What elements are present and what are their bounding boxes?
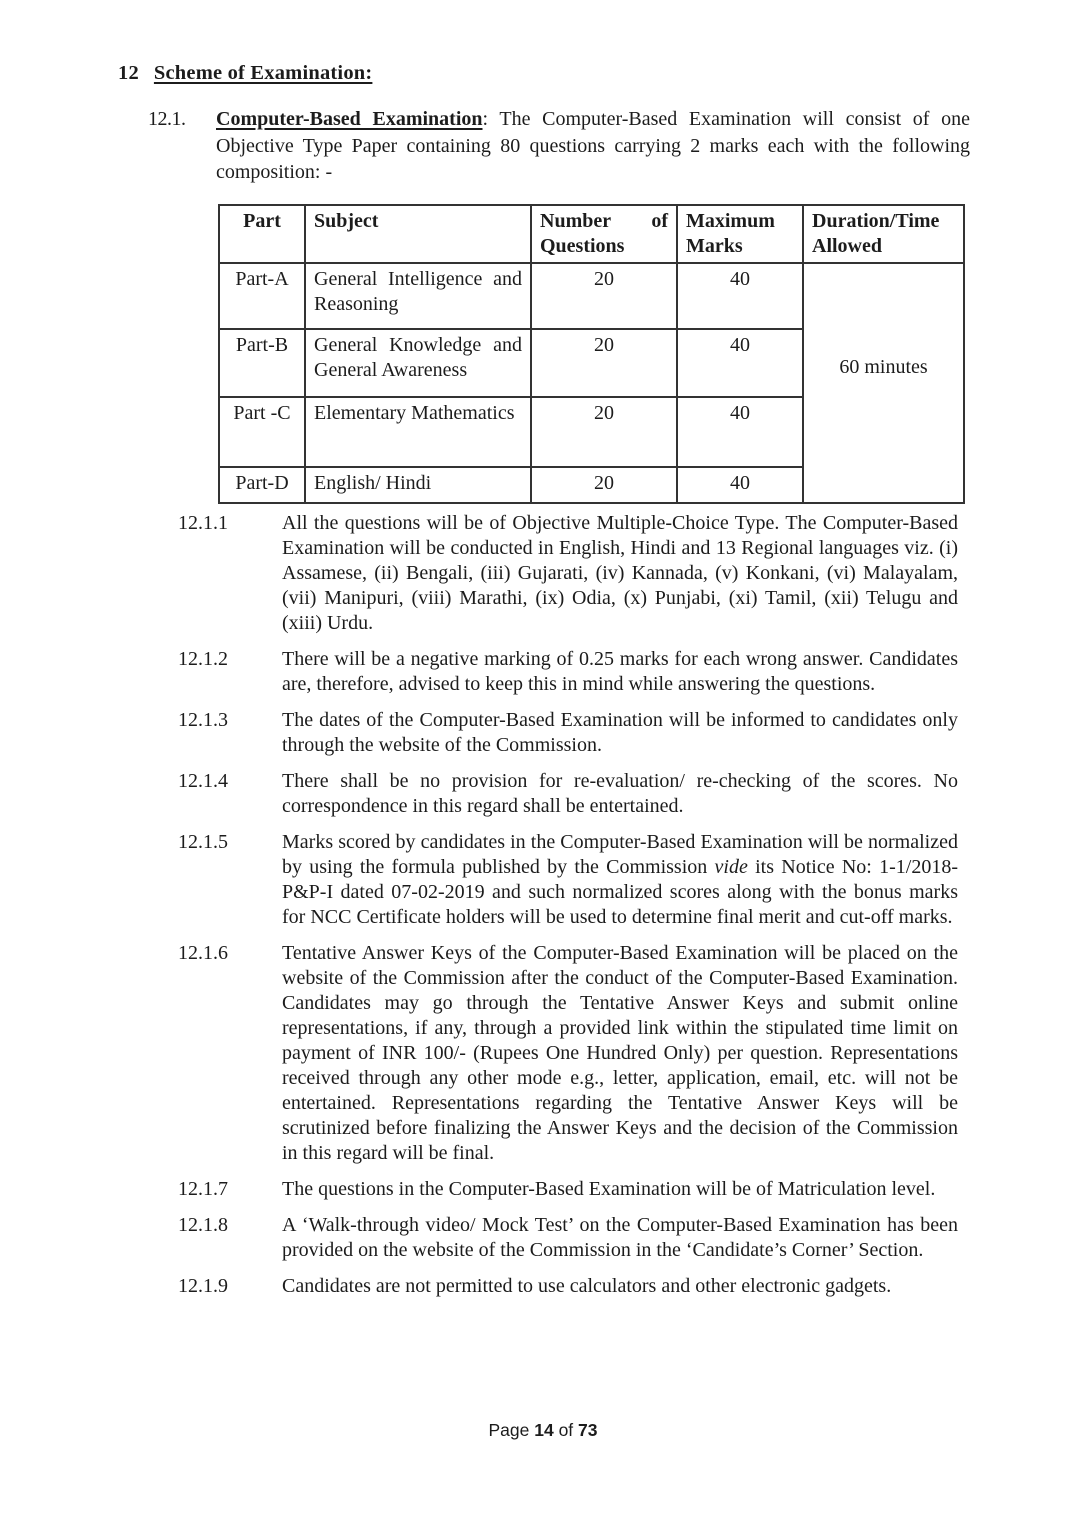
section-title: Scheme of Examination: <box>153 62 373 84</box>
col-header-number-of-questions: Number of Questions <box>531 205 677 263</box>
item-text: Tentative Answer Keys of the Computer-Based Examination will be placed on the website of the Commission after the conduct of the Computer-Based Examination. Candidates may go through the Tentative Answer Keys and submit online representations, if any, through a provided link within the stipulated time limit on payment of INR 100/- (Rupees One Hundred Only) per question. Representations received through any other mode e.g., letter, application, email, etc. will not be entertained. Representations regarding the Tentative Answer Keys will be scrutinized before finalizing the Answer Keys and the decision of the Commission in this regard will be final. <box>282 942 958 1164</box>
list-item <box>178 1177 958 1202</box>
list-item <box>178 1213 958 1263</box>
page-footer <box>0 1420 1086 1441</box>
footer-prefix: Page <box>488 1420 530 1440</box>
duration-cell: 60 minutes <box>803 263 964 503</box>
questions-cell: 20 <box>531 467 677 503</box>
clause-rest-text: : The Computer-Based Examination will consist of one Objective Type Paper containing 80 questions carrying 2 marks each with the following composition: - <box>216 108 970 183</box>
table-row <box>219 263 964 329</box>
subject-cell: English/ Hindi <box>305 467 531 503</box>
clause-text <box>216 106 970 186</box>
clause-lead-text: Computer-Based Examination <box>216 108 483 130</box>
item-text-segment: its Notice No: 1-1/2018-P&P-I dated 07-02-2019 and such normalized scores along with the bonus marks for NCC Certificate holders will be used to determine final merit and cut-off marks. <box>282 856 958 928</box>
item-number: 12.1.4 <box>178 770 228 792</box>
footer-of-label: of <box>558 1420 574 1440</box>
list-item <box>178 830 958 930</box>
item-number: 12.1.7 <box>178 1178 228 1200</box>
marks-cell: 40 <box>677 467 803 503</box>
questions-cell: 20 <box>531 263 677 329</box>
subject-cell: General Intelligence and Reasoning <box>305 263 531 329</box>
part-cell: Part-D <box>219 467 305 503</box>
list-item <box>178 1274 958 1299</box>
marks-cell: 40 <box>677 263 803 329</box>
subject-cell: General Knowledge and General Awareness <box>305 329 531 397</box>
item-number: 12.1.6 <box>178 942 228 964</box>
clause-12-1 <box>148 106 970 186</box>
col-header-subject: Subject <box>305 205 531 263</box>
item-text: A ‘Walk-through video/ Mock Test’ on the Computer-Based Examination has been provided on the website of the Commission in the ‘Candidate’s Corner’ Section. <box>282 1214 958 1261</box>
item-number: 12.1.8 <box>178 1214 228 1236</box>
item-number: 12.1.2 <box>178 648 228 670</box>
marks-cell: 40 <box>677 397 803 467</box>
subject-cell: Elementary Mathematics <box>305 397 531 467</box>
footer-total-pages: 73 <box>578 1420 598 1440</box>
list-item <box>178 511 958 636</box>
col-header-part: Part <box>219 205 305 263</box>
col-header-duration: Duration/Time Allowed <box>803 205 964 263</box>
col-header-maximum-marks: Maximum Marks <box>677 205 803 263</box>
item-number: 12.1.3 <box>178 709 228 731</box>
list-item <box>178 708 958 758</box>
item-text: There will be a negative marking of 0.25 marks for each wrong answer. Candidates are, therefore, advised to keep this in mind while answering the questions. <box>282 648 958 695</box>
item-number: 12.1.1 <box>178 512 228 534</box>
item-text: Candidates are not permitted to use calculators and other electronic gadgets. <box>282 1275 892 1297</box>
marks-cell: 40 <box>677 329 803 397</box>
item-text-italic: vide <box>714 856 748 878</box>
item-text <box>282 830 958 930</box>
table-header-row <box>219 205 964 263</box>
clause-number: 12.1. <box>148 108 186 130</box>
part-cell: Part -C <box>219 397 305 467</box>
exam-composition-table <box>218 204 965 504</box>
list-item <box>178 769 958 819</box>
item-text: There shall be no provision for re-evaluation/ re-checking of the scores. No correspondence in this regard shall be entertained. <box>282 770 958 817</box>
list-item <box>178 941 958 1166</box>
item-text: All the questions will be of Objective Multiple-Choice Type. The Computer-Based Examination will be conducted in English, Hindi and 13 Regional languages viz. (i) Assamese, (ii) Bengali, (iii) Gujarati, (iv) Kannada, (v) Konkani, (vi) Malayalam, (vii) Manipuri, (viii) Marathi, (ix) Odia, (x) Punjabi, (xi) Tamil, (xii) Telugu and (xiii) Urdu. <box>282 512 958 634</box>
exam-table-wrapper <box>218 204 965 504</box>
item-number: 12.1.9 <box>178 1275 228 1297</box>
section-heading <box>118 62 372 85</box>
item-text-segment: Marks scored by candidates in the Computer-Based Examination will be normalized by using the formula published by the Commission <box>282 831 958 878</box>
questions-cell: 20 <box>531 397 677 467</box>
numbered-clause-list <box>178 511 958 1310</box>
part-cell: Part-B <box>219 329 305 397</box>
list-item <box>178 647 958 697</box>
section-number: 12 <box>118 62 139 84</box>
item-text: The questions in the Computer-Based Examination will be of Matriculation level. <box>282 1178 936 1200</box>
questions-cell: 20 <box>531 329 677 397</box>
item-number: 12.1.5 <box>178 831 228 853</box>
item-text: The dates of the Computer-Based Examination will be informed to candidates only through the website of the Commission. <box>282 709 958 756</box>
part-cell: Part-A <box>219 263 305 329</box>
footer-page-number: 14 <box>534 1420 554 1440</box>
